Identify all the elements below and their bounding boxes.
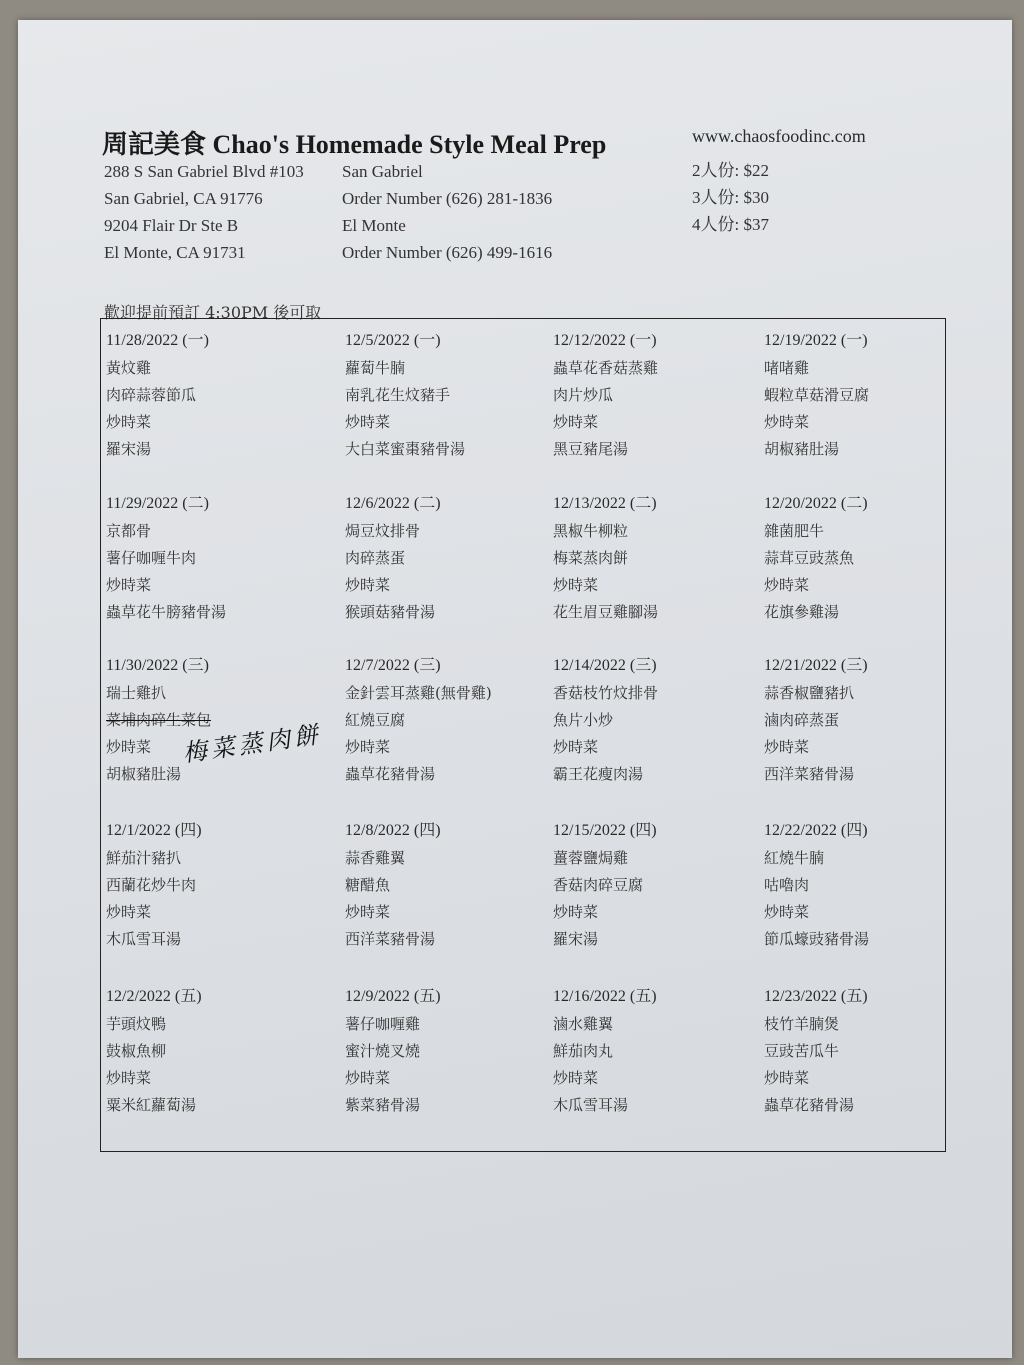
menu-day [553, 817, 753, 953]
price-list [692, 157, 769, 238]
menu-dish: 蜜汁燒叉燒 [345, 1042, 421, 1060]
website-text: www.chaosfoodinc.com [692, 126, 866, 146]
menu-date: 12/21/2022 (三) [764, 657, 868, 674]
menu-date: 12/14/2022 (三) [553, 657, 657, 674]
menu-dish: 黑椒牛柳粒 [553, 522, 629, 540]
menu-date: 12/13/2022 (二) [553, 495, 657, 512]
menu-dish: 西洋菜豬骨湯 [764, 765, 855, 783]
menu-dish: 紅燒牛腩 [764, 849, 825, 867]
menu-date: 12/8/2022 (四) [345, 822, 441, 839]
menu-dish: 糖醋魚 [345, 876, 391, 894]
menu-dish: 蟲草花豬骨湯 [345, 765, 436, 783]
menu-date: 11/29/2022 (二) [106, 495, 209, 512]
menu-dish: 紅燒豆腐 [345, 711, 406, 729]
menu-dish: 炒時菜 [764, 903, 810, 921]
menu-dish: 花生眉豆雞腳湯 [553, 603, 659, 621]
menu-dish: 木瓜雪耳湯 [106, 930, 182, 948]
pickup-notice: 歡迎提前預訂 4:30PM 後可取 [104, 303, 322, 322]
menu-dish: 滷肉碎蒸蛋 [764, 711, 840, 729]
menu-day [764, 652, 964, 788]
menu-dish: 京都骨 [106, 522, 152, 540]
menu-dish: 金針雲耳蒸雞(無骨雞) [345, 684, 492, 702]
menu-dish: 啫啫雞 [764, 359, 810, 377]
menu-dish: 炒時菜 [106, 576, 152, 594]
address-line: El Monte, CA 91731 [104, 243, 246, 262]
menu-day [345, 327, 545, 463]
menu-dish: 蟲草花牛膀豬骨湯 [106, 603, 227, 621]
menu-dish: 焗豆炆排骨 [345, 522, 421, 540]
price-item: 3人份: $30 [692, 188, 769, 207]
menu-dish: 炒時菜 [553, 903, 599, 921]
menu-dish: 西洋菜豬骨湯 [345, 930, 436, 948]
menu-dish: 薑蓉鹽焗雞 [553, 849, 629, 867]
menu-dish: 雜菌肥牛 [764, 522, 825, 540]
menu-day [106, 983, 306, 1119]
address-line: 288 S San Gabriel Blvd #103 [104, 162, 304, 181]
menu-dish: 炒時菜 [345, 576, 391, 594]
location-line: El Monte [342, 216, 406, 235]
menu-dish: 蒜香椒鹽豬扒 [764, 684, 855, 702]
menu-date: 12/5/2022 (一) [345, 332, 441, 349]
menu-dish: 香菇枝竹炆排骨 [553, 684, 659, 702]
menu-dish: 滷水雞翼 [553, 1015, 614, 1033]
menu-date: 12/20/2022 (二) [764, 495, 868, 512]
menu-dish: 胡椒豬肚湯 [106, 765, 182, 783]
menu-dish: 炒時菜 [764, 1069, 810, 1087]
menu-day [764, 983, 964, 1119]
menu-date: 12/23/2022 (五) [764, 988, 868, 1005]
menu-dish: 香菇肉碎豆腐 [553, 876, 644, 894]
menu-date: 12/19/2022 (一) [764, 332, 868, 349]
price-item: 4人份: $37 [692, 215, 769, 234]
menu-dish: 西蘭花炒牛肉 [106, 876, 197, 894]
menu-date: 12/12/2022 (一) [553, 332, 657, 349]
menu-day [106, 490, 306, 626]
menu-dish: 枝竹羊腩煲 [764, 1015, 840, 1033]
order-number: Order Number (626) 281-1836 [342, 189, 553, 208]
menu-date: 12/2/2022 (五) [106, 988, 202, 1005]
menu-day [345, 817, 545, 953]
menu-date: 11/30/2022 (三) [106, 657, 209, 674]
address-line: 9204 Flair Dr Ste B [104, 216, 239, 235]
menu-dish: 豆豉苦瓜牛 [764, 1042, 840, 1060]
menu-dish: 蒜香雞翼 [345, 849, 406, 867]
menu-dish: 魚片小炒 [553, 711, 614, 729]
menu-date: 11/28/2022 (一) [106, 332, 209, 349]
menu-dish: 南乳花生炆豬手 [345, 386, 451, 404]
menu-dish: 梅菜蒸肉餅 [553, 549, 629, 567]
handwritten-note: 梅菜蒸肉餅 [181, 720, 324, 768]
menu-dish: 炒時菜 [345, 903, 391, 921]
menu-day [345, 983, 545, 1119]
menu-dish: 羅宋湯 [553, 930, 599, 948]
menu-dish: 炒時菜 [106, 903, 152, 921]
menu-dish: 黃炆雞 [106, 359, 152, 377]
menu-date: 12/15/2022 (四) [553, 822, 657, 839]
menu-dish: 薯仔咖喱雞 [345, 1015, 421, 1033]
menu-dish: 花旗參雞湯 [764, 603, 840, 621]
menu-dish: 炒時菜 [764, 576, 810, 594]
menu-dish: 炒時菜 [553, 738, 599, 756]
order-number: Order Number (626) 499-1616 [342, 243, 553, 262]
menu-day [106, 327, 306, 463]
menu-dish: 炒時菜 [553, 413, 599, 431]
menu-dish: 蘿蔔牛腩 [345, 359, 406, 377]
menu-dish: 木瓜雪耳湯 [553, 1096, 629, 1114]
menu-dish: 炒時菜 [345, 413, 391, 431]
menu-dish: 蒜茸豆豉蒸魚 [764, 549, 855, 567]
menu-day [764, 327, 964, 463]
menu-dish: 節瓜蠔豉豬骨湯 [764, 930, 870, 948]
menu-date: 12/16/2022 (五) [553, 988, 657, 1005]
menu-day [345, 652, 545, 788]
address-line: San Gabriel, CA 91776 [104, 189, 263, 208]
menu-dish: 胡椒豬肚湯 [764, 440, 840, 458]
menu-date: 12/6/2022 (二) [345, 495, 441, 512]
menu-day [764, 490, 964, 626]
menu-dish: 粟米紅蘿蔔湯 [106, 1096, 197, 1114]
menu-day [553, 327, 753, 463]
menu-dish: 炒時菜 [345, 1069, 391, 1087]
menu-dish: 瑞士雞扒 [106, 684, 167, 702]
location-line: San Gabriel [342, 162, 423, 181]
menu-dish: 肉片炒瓜 [553, 386, 614, 404]
menu-dish: 炒時菜 [553, 1069, 599, 1087]
menu-dish: 紫菜豬骨湯 [345, 1096, 421, 1114]
menu-day [106, 817, 306, 953]
menu-dish: 炒時菜 [553, 576, 599, 594]
menu-date: 12/22/2022 (四) [764, 822, 868, 839]
menu-dish: 肉碎蒜蓉節瓜 [106, 386, 197, 404]
menu-day [553, 490, 753, 626]
menu-day [345, 490, 545, 626]
menu-dish: 肉碎蒸蛋 [345, 549, 406, 567]
menu-dish: 炒時菜 [106, 738, 152, 756]
menu-date: 12/7/2022 (三) [345, 657, 441, 674]
menu-dish: 炒時菜 [106, 413, 152, 431]
menu-dish: 猴頭菇豬骨湯 [345, 603, 436, 621]
price-item: 2人份: $22 [692, 161, 769, 180]
menu-dish: 炒時菜 [764, 413, 810, 431]
menu-day [764, 817, 964, 953]
menu-date: 12/1/2022 (四) [106, 822, 202, 839]
menu-dish: 蟲草花豬骨湯 [764, 1096, 855, 1114]
menu-dish: 霸王花瘦肉湯 [553, 765, 644, 783]
menu-dish: 炒時菜 [345, 738, 391, 756]
menu-dish: 鮮茄肉丸 [553, 1042, 614, 1060]
menu-dish: 黑豆豬尾湯 [553, 440, 629, 458]
menu-day [553, 983, 753, 1119]
menu-dish: 炒時菜 [764, 738, 810, 756]
menu-dish: 蟲草花香菇蒸雞 [553, 359, 659, 377]
menu-dish: 薯仔咖喱牛肉 [106, 549, 197, 567]
page-title: 周記美食 Chao's Homemade Style Meal Prep [102, 130, 607, 159]
menu-dish: 鮮茄汁豬扒 [106, 849, 182, 867]
menu-dish: 菜埔肉碎生菜包 [106, 711, 212, 729]
menu-dish: 芋頭炆鴨 [106, 1015, 167, 1033]
menu-day [553, 652, 753, 788]
menu-date: 12/9/2022 (五) [345, 988, 441, 1005]
menu-dish: 咕嚕肉 [764, 876, 810, 894]
menu-dish: 蝦粒草菇滑豆腐 [764, 386, 870, 404]
menu-dish: 炒時菜 [106, 1069, 152, 1087]
menu-dish: 大白菜蜜棗豬骨湯 [345, 440, 466, 458]
menu-dish: 羅宋湯 [106, 440, 152, 458]
menu-dish: 鼓椒魚柳 [106, 1042, 167, 1060]
